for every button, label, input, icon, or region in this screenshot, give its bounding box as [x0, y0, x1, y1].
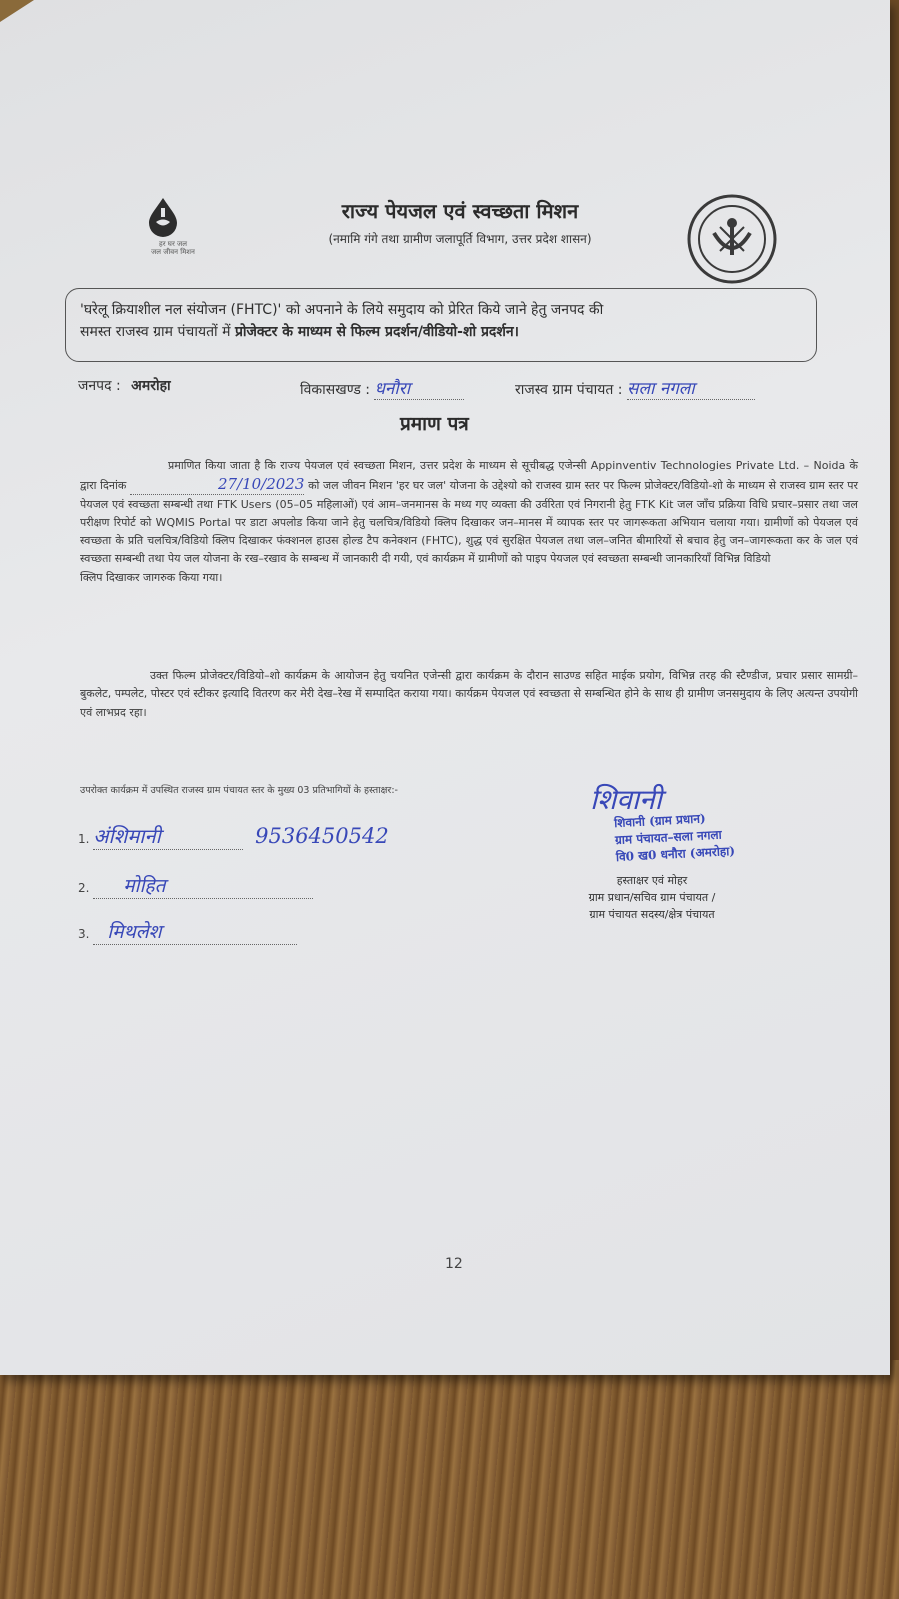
participant-row-3: [78, 918, 297, 945]
participant-row-2: [78, 872, 313, 899]
page-subtitle: (नमामि गंगे तथा ग्रामीण जलापूर्ति विभाग, उत्तर प्रदेश शासन): [328, 232, 592, 246]
pradhan-signature: शिवानी: [590, 783, 662, 816]
district-field: [78, 376, 171, 395]
page-number: 12: [445, 1256, 463, 1272]
signatory-labels: [552, 872, 752, 923]
certificate-title: प्रमाण पत्र: [400, 413, 469, 435]
participants-intro: उपरोक्त कार्यक्रम में उपस्थित राजस्व ग्राम पंचायत स्तर के मुख्य 03 प्रतिभागियों के हस्ताक्षर:-: [80, 785, 398, 796]
panchayat-value: सला नगला: [627, 376, 755, 400]
stamp-line-1: शिवानी (ग्राम प्रधान): [613, 811, 706, 831]
signatory-label-1: हस्ताक्षर एवं मोहर: [616, 874, 688, 887]
signatory-label-3: ग्राम पंचायत सदस्य/क्षेत्र पंचायत: [589, 908, 715, 921]
water-drop-icon: [143, 196, 183, 238]
participant-number: 1.: [78, 832, 90, 846]
participant-row-1: [78, 822, 389, 850]
block-label: विकासखण्ड :: [300, 382, 371, 398]
paragraph-2-text: उक्त फिल्म प्रोजेक्टर/विडियो–शो कार्यक्रम के आयोजन हेतु चयनित एजेन्सी द्वारा कार्यक्रम के दौरान साउण्ड सहित माईक प्रयोग, विभिन्न तरह की स्टैण्डीज, प्रचार प्रसार सामग्री–बुकलेट, पम्पलेट, पोस्टर एवं स्टीकर इत्यादि वितरण कर मेरी देख–रेख में सम्पादित कराया गया। कार्यक्रम पेयजल एवं स्वच्छता से सम्बन्धित होने के साथ ही ग्रामीण जनसमुदाय के लिए अत्यन्त उपयोगी एवं लाभप्रद रहा।: [80, 669, 858, 719]
block-field: [300, 376, 464, 400]
signatory-label-2: ग्राम प्रधान/सचिव ग्राम पंचायत /: [588, 891, 716, 904]
title-banner-text: [80, 299, 800, 343]
paragraph-1-part-b: को जल जीवन मिशन 'हर घर जल' योजना के उद्देश्यो को राजस्व ग्राम स्तर पर फिल्म प्रोजेक्टर/विडियो-शो के माध्यम से राजस्व ग्राम स्तर पर पेयजल एवं स्वच्छता सम्बन्धी तथा FTK Users (05–05 महिलाओं) एवं आम–जनमानस के मध्य गए व्यक्ता की उर्वरिता एवं निगरानी हेतु FTK Kit जल जाँच प्रक्रिया विधि प्रचार–प्रसार तथा जल परीक्षण रिपोर्ट को WQMIS Portal पर डाटा अपलोड किया जाने हेतु चलचित्र/विडियो क्लिप दिखाकर जन–मानस में व्यापक स्तर पर जागरूकता अभियान चलाया गया। ग्रामीणों को पेयजल एवं स्वच्छता के प्रति चलचित्र/विडियो क्लिप दिखाकर फंक्शनल हाउस होल्ड टैप कनेक्शन (FHTC), शुद्ध एवं सुरक्षित पेयजल तथा जल–जनित बीमारियों से बचाव हेतु जन–जागरूकता कर के जल एवं स्वच्छता सम्बन्धी तथा पेय जल योजना के रख–रखाव के सम्बन्ध में जानकारी दी गयी, एवं कार्यक्रम में ग्रामीणों को पाइप पेयजल एवं स्वच्छता सम्बन्धी जानकारियाँ विभिन्न विडियो: [80, 479, 858, 566]
stamp-line-3: वि0 ख0 धनौरा (अमरोहा): [615, 843, 736, 865]
pradhan-stamp: [614, 809, 736, 866]
stamp-line-2: ग्राम पंचायत–सला नगला: [614, 827, 723, 848]
district-label: जनपद :: [78, 378, 121, 394]
participant-phone: 9536450542: [255, 824, 389, 848]
panchayat-label: राजस्व ग्राम पंचायत :: [515, 382, 623, 398]
banner-line-2-bold: प्रोजेक्टर के माध्यम से फिल्म प्रदर्शन/वीडियो-शो प्रदर्शन।: [234, 324, 519, 340]
program-date: 27/10/2023: [130, 475, 304, 494]
paragraph-1-part-a: प्रमाणित किया जाता है कि राज्य पेयजल एवं स्वच्छता मिशन, उत्तर प्रदेश के माध्यम से सूचीबद्ध एजेन्सी Appinventiv Technologies Private Ltd. – Noida के द्वारा दिनांक: [80, 459, 858, 493]
participant-signature: मिथलेश: [93, 918, 297, 945]
state-emblem-seal-icon: [686, 193, 778, 285]
banner-line-1: 'घरेलू क्रियाशील नल संयोजन (FHTC)' को अपनाने के लिये समुदाय को प्रेरित किये जाने हेतु जनपद की: [80, 302, 604, 318]
wooden-table-surface: [0, 1360, 899, 1599]
participant-signature: अंशिमानी: [93, 822, 243, 850]
folded-corner: [0, 0, 34, 22]
page-title: राज्य पेयजल एवं स्वच्छता मिशन: [341, 199, 579, 223]
certificate-paragraph-2: [80, 667, 858, 722]
banner-line-2: समस्त राजस्व ग्राम पंचायतों में: [80, 324, 235, 340]
panchayat-field: [515, 376, 755, 400]
district-value: अमरोहा: [131, 378, 171, 394]
participant-signature: मोहित: [93, 872, 313, 899]
participant-number: 2.: [78, 881, 90, 895]
block-value: धनौरा: [374, 376, 464, 400]
jal-jeevan-logo-text: हर घर जल जल जीवन मिशन: [151, 240, 195, 256]
paragraph-1-part-c: क्लिप दिखाकर जागरुक किया गया।: [80, 570, 223, 584]
participant-number: 3.: [78, 927, 90, 941]
certificate-paragraph-1: [80, 457, 858, 587]
